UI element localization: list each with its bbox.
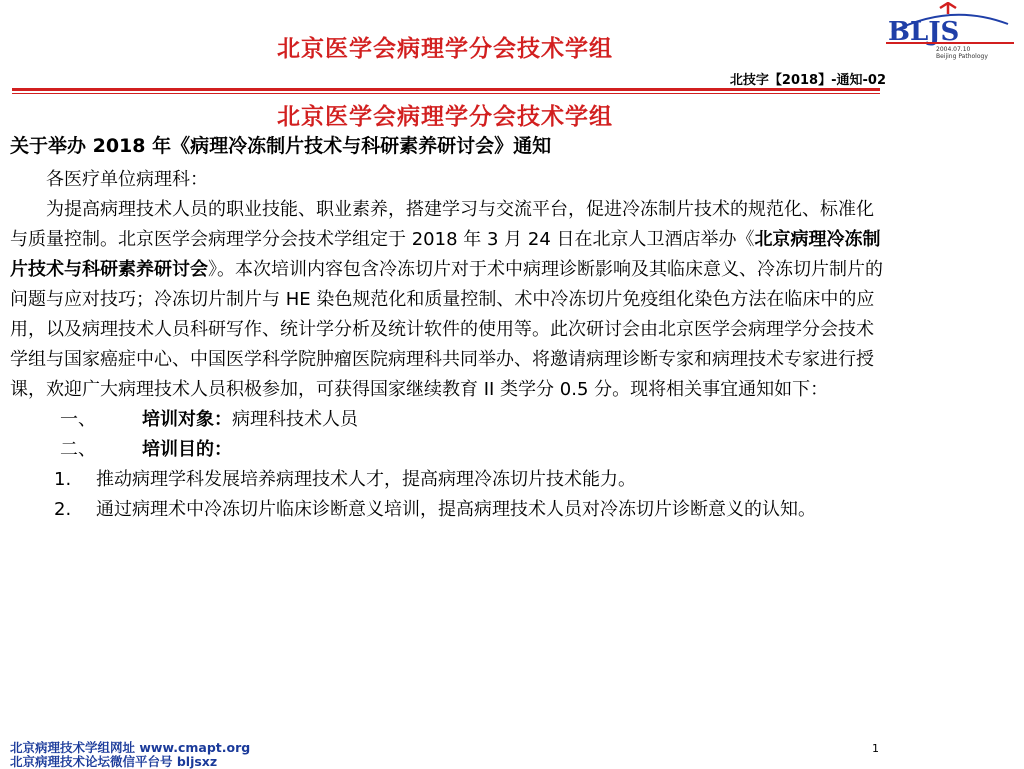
- logo-caption: Beijing Pathology: [936, 53, 988, 60]
- organization-title: 北京医学会病理学分会技术学组: [277, 104, 613, 130]
- logo-letters: BLJS: [888, 17, 960, 47]
- header-title: 北京医学会病理学分会技术学组: [277, 36, 613, 62]
- main-paragraph: [10, 195, 886, 405]
- section-target-text: 病理科技术人员: [232, 409, 358, 430]
- header-rule-thin: [12, 93, 880, 94]
- document-number: 北技字【2018】-通知-02: [729, 73, 886, 88]
- notice-body: [10, 165, 886, 525]
- paragraph-text-1: 为提高病理技术人员的职业技能、职业素养，搭建学习与交流平台，促进冷冻制片技术的规范化、标准化与质量控制。北京医学会病理学分会技术学组定于 2018 年 3 月 24 日在北京人卫酒店举办《: [10, 199, 874, 250]
- salutation: 各医疗单位病理科：: [46, 169, 208, 190]
- header-rule-thick: [12, 88, 880, 91]
- seminar-name: 北京病理冷冻制片技术与科研素养研讨会: [10, 229, 881, 280]
- bljs-logo: [878, 2, 1022, 60]
- logo-date: 2004.07.10: [936, 46, 971, 53]
- footer: [10, 741, 250, 769]
- section-purpose: 二、 培训目的：: [60, 439, 232, 460]
- notice-title: 关于举办 2018 年《病理冷冻制片技术与科研素养研讨会》通知: [10, 135, 552, 157]
- footer-wechat: 北京病理技术论坛微信平台号 bljsxz: [10, 754, 218, 769]
- list-item: 1. 推动病理学科发展培养病理技术人才，提高病理冷冻切片技术能力。: [54, 469, 636, 490]
- paragraph-text-2: 》。本次培训内容包含冷冻切片对于术中病理诊断影响及其临床意义、冷冻切片制片的问题与应对技巧；冷冻切片制片与 HE 染色规范化和质量控制、术中冷冻切片免疫组化染色方法在临床中的应用，以及病理技术人员科研写作、统计学分析及统计软件的使用等。此次研讨会由北京医学会病理学分会技术学组与国家癌症中心、中国医学科学院肿瘤医院病理科共同举办、将邀请病理诊断专家和病理技术专家进行授课，欢迎广大病理技术人员积极参加，可获得国家继续教育 II 类学分 0.5 分。现将相关事宜通知如下：: [10, 259, 883, 400]
- page-number: 1: [872, 742, 879, 755]
- section-target: 一、 培训对象：病理科技术人员: [60, 409, 358, 430]
- footer-website: 北京病理技术学组网址 www.cmapt.org: [10, 740, 251, 755]
- list-item: 2. 通过病理术中冷冻切片临床诊断意义培训，提高病理技术人员对冷冻切片诊断意义的认知。: [54, 499, 816, 520]
